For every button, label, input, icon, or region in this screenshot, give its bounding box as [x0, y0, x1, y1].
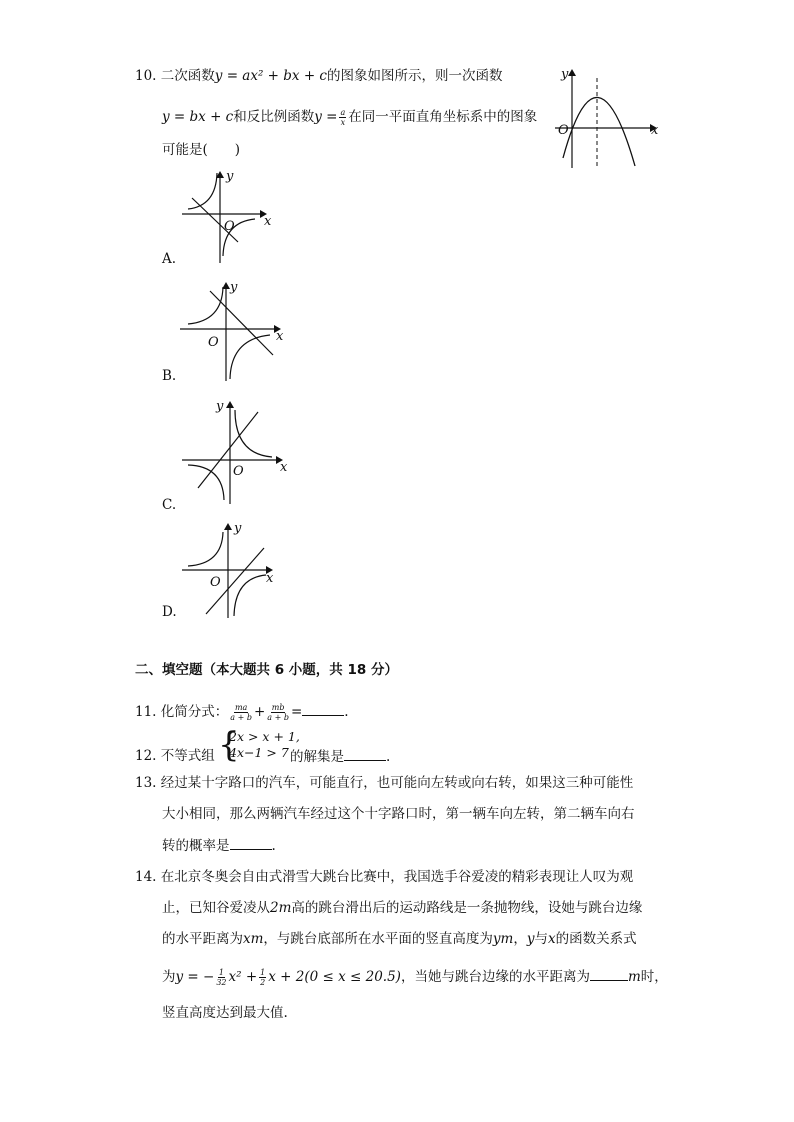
linear-line — [210, 291, 273, 355]
q14-line5: 竖直高度达到最大值. — [162, 1005, 288, 1021]
y-label: y — [561, 67, 569, 82]
q14-line2-b: 高的跳台滑出后的运动路线是一条抛物线，设她与跳台边缘 — [291, 900, 643, 916]
option-c-graph — [180, 396, 290, 506]
q13-line1-text: 经过某十字路口的汽车，可能直行，也可能向左转或向右转，如果这三种可能性 — [160, 775, 634, 791]
y-label: y — [216, 399, 224, 414]
q11-plus: + — [253, 704, 266, 720]
q12-text: 不等式组 — [160, 748, 215, 764]
option-d-graph — [180, 518, 280, 618]
q13-number: 13. — [135, 775, 157, 791]
q10-line1 — [135, 66, 502, 86]
y-label: y — [230, 280, 238, 295]
fraction-denominator: x — [340, 118, 346, 127]
x-label: x — [280, 460, 288, 475]
fraction-numerator: a — [340, 108, 346, 117]
q11-fraction-2 — [267, 703, 289, 722]
q14-line4-a: 为 — [162, 969, 176, 985]
q14-xm: xm — [243, 931, 264, 947]
origin-label: O — [233, 464, 244, 479]
q10-line3: 可能是( ) — [162, 142, 241, 158]
hyperbola-branch-1 — [188, 173, 217, 209]
q14-fraction-2 — [259, 968, 266, 987]
q12-end: . — [386, 749, 391, 765]
fraction-numerator: mb — [271, 703, 285, 712]
origin-label: O — [224, 219, 235, 234]
fraction-numerator: 1 — [260, 968, 266, 977]
q14-line3-e: 的函数关系式 — [555, 931, 637, 947]
fraction-denominator: a + b — [267, 713, 289, 722]
y-label: y — [226, 169, 234, 184]
q10-number: 10. — [135, 68, 157, 84]
linear-line — [198, 412, 258, 488]
fraction-numerator: 1 — [218, 968, 224, 977]
option-c-label: C. — [162, 497, 177, 513]
q14-line3-b: ，与跳台底部所在水平面的竖直高度为 — [263, 931, 493, 947]
q14-line2-a: 止，已知谷爱凌从 — [162, 900, 270, 916]
hyperbola-branch-1 — [188, 532, 223, 566]
section-2-title: 二、填空题（本大题共 6 小题，共 18 分） — [135, 662, 398, 678]
parabola-curve — [563, 97, 635, 166]
q12-tail — [290, 746, 390, 767]
q10-line2-tail: 在同一平面直角坐标系中的图象 — [348, 109, 538, 125]
x-label: x — [266, 571, 274, 586]
q14-line1-text: 在北京冬奥会自由式滑雪大跳台比赛中，我国选手谷爱凌的精彩表现让人叹为观 — [160, 869, 634, 885]
q11-answer-blank[interactable] — [302, 701, 344, 716]
q10-inverse-fraction — [339, 108, 346, 127]
q14-line2 — [162, 898, 642, 918]
q12-brace: { — [218, 725, 240, 765]
q10-parabola-figure — [555, 68, 665, 168]
q14-line3-a: 的水平距离为 — [162, 931, 243, 947]
q14-line3-d: 与 — [534, 931, 548, 947]
q14-unit-m: m — [627, 969, 641, 985]
q14-fraction-1 — [216, 968, 226, 987]
q10-line2-mid: 和反比例函数 — [233, 109, 315, 125]
q12-number: 12. — [135, 748, 157, 764]
y-axis-arrow — [568, 69, 576, 76]
q14-line4-b: ，当她与跳台边缘的水平距离为 — [400, 969, 590, 985]
x-label: x — [264, 214, 272, 229]
q14-func-mid: x² + — [228, 969, 258, 985]
q11-text: 化简分式： — [160, 704, 229, 720]
option-a-graph — [180, 168, 280, 263]
q13-line2: 大小相同，那么两辆汽车经过这个十字路口时，第一辆车向左转，第二辆车向右 — [162, 806, 635, 822]
q12-answer-blank[interactable] — [344, 746, 386, 761]
q14-height-value: 2m — [270, 900, 292, 916]
option-b-label: B. — [162, 368, 177, 384]
q11-equals: = — [290, 704, 303, 720]
origin-label: O — [210, 575, 221, 590]
fraction-denominator: a + b — [230, 713, 252, 722]
q14-line3 — [162, 929, 637, 949]
q10-line2 — [162, 107, 537, 127]
q13-answer-blank[interactable] — [230, 835, 272, 850]
q10-linear-expr: y = bx + c — [162, 109, 234, 125]
q10-line1-tail: 的图象如图所示，则一次函数 — [326, 68, 503, 84]
option-a-label: A. — [162, 251, 177, 267]
q11-end: . — [344, 704, 349, 720]
option-b-graph — [178, 279, 288, 384]
y-axis-arrow — [224, 523, 232, 530]
q12-tail-text: 的解集是 — [290, 749, 344, 765]
q13-line1 — [135, 773, 633, 793]
origin-label: O — [558, 123, 569, 138]
q14-number: 14. — [135, 869, 157, 885]
hyperbola-branch-2 — [230, 335, 270, 379]
q14-y-var: y — [526, 931, 535, 947]
hyperbola-branch-2 — [188, 465, 224, 500]
y-axis-arrow — [226, 401, 234, 408]
q11-fraction-1 — [230, 703, 252, 722]
q14-func-tail: x + 2(0 ≤ x ≤ 20.5) — [268, 969, 401, 985]
q13-line3 — [162, 835, 276, 856]
q14-line1 — [135, 867, 633, 887]
fraction-denominator: 32 — [216, 978, 227, 987]
q12-inequality-2: 4x−1 > 7 — [229, 745, 289, 760]
q14-line4 — [162, 966, 668, 988]
q11-number: 11. — [135, 704, 157, 720]
q14-line3-c: ， — [513, 931, 527, 947]
hyperbola-branch-2 — [234, 575, 266, 616]
x-label: x — [651, 123, 659, 138]
q11 — [135, 701, 349, 723]
origin-label: O — [208, 335, 219, 350]
q13-end: . — [271, 838, 276, 854]
q12-inequality-1: 2x > x + 1, — [229, 729, 300, 744]
q14-func-y: y = − — [175, 969, 215, 985]
q10-quadratic-expr: y = ax² + bx + c — [214, 68, 327, 84]
fraction-numerator: ma — [234, 703, 248, 712]
q10-inverse-y: y = — [314, 109, 338, 125]
hyperbola-branch-1 — [188, 287, 223, 324]
fraction-denominator: 2 — [260, 978, 266, 987]
q13-line3-text: 转的概率是 — [162, 838, 230, 854]
q14-ym: ym — [492, 931, 514, 947]
q14-x-var: x — [548, 931, 556, 947]
q10-line1-text: 二次函数 — [160, 68, 215, 84]
option-d-label: D. — [162, 604, 177, 620]
x-label: x — [276, 329, 284, 344]
q12-prefix — [135, 746, 215, 766]
y-label: y — [234, 521, 242, 536]
q14-line4-c: 时， — [640, 969, 668, 985]
q14-answer-blank[interactable] — [590, 966, 628, 981]
